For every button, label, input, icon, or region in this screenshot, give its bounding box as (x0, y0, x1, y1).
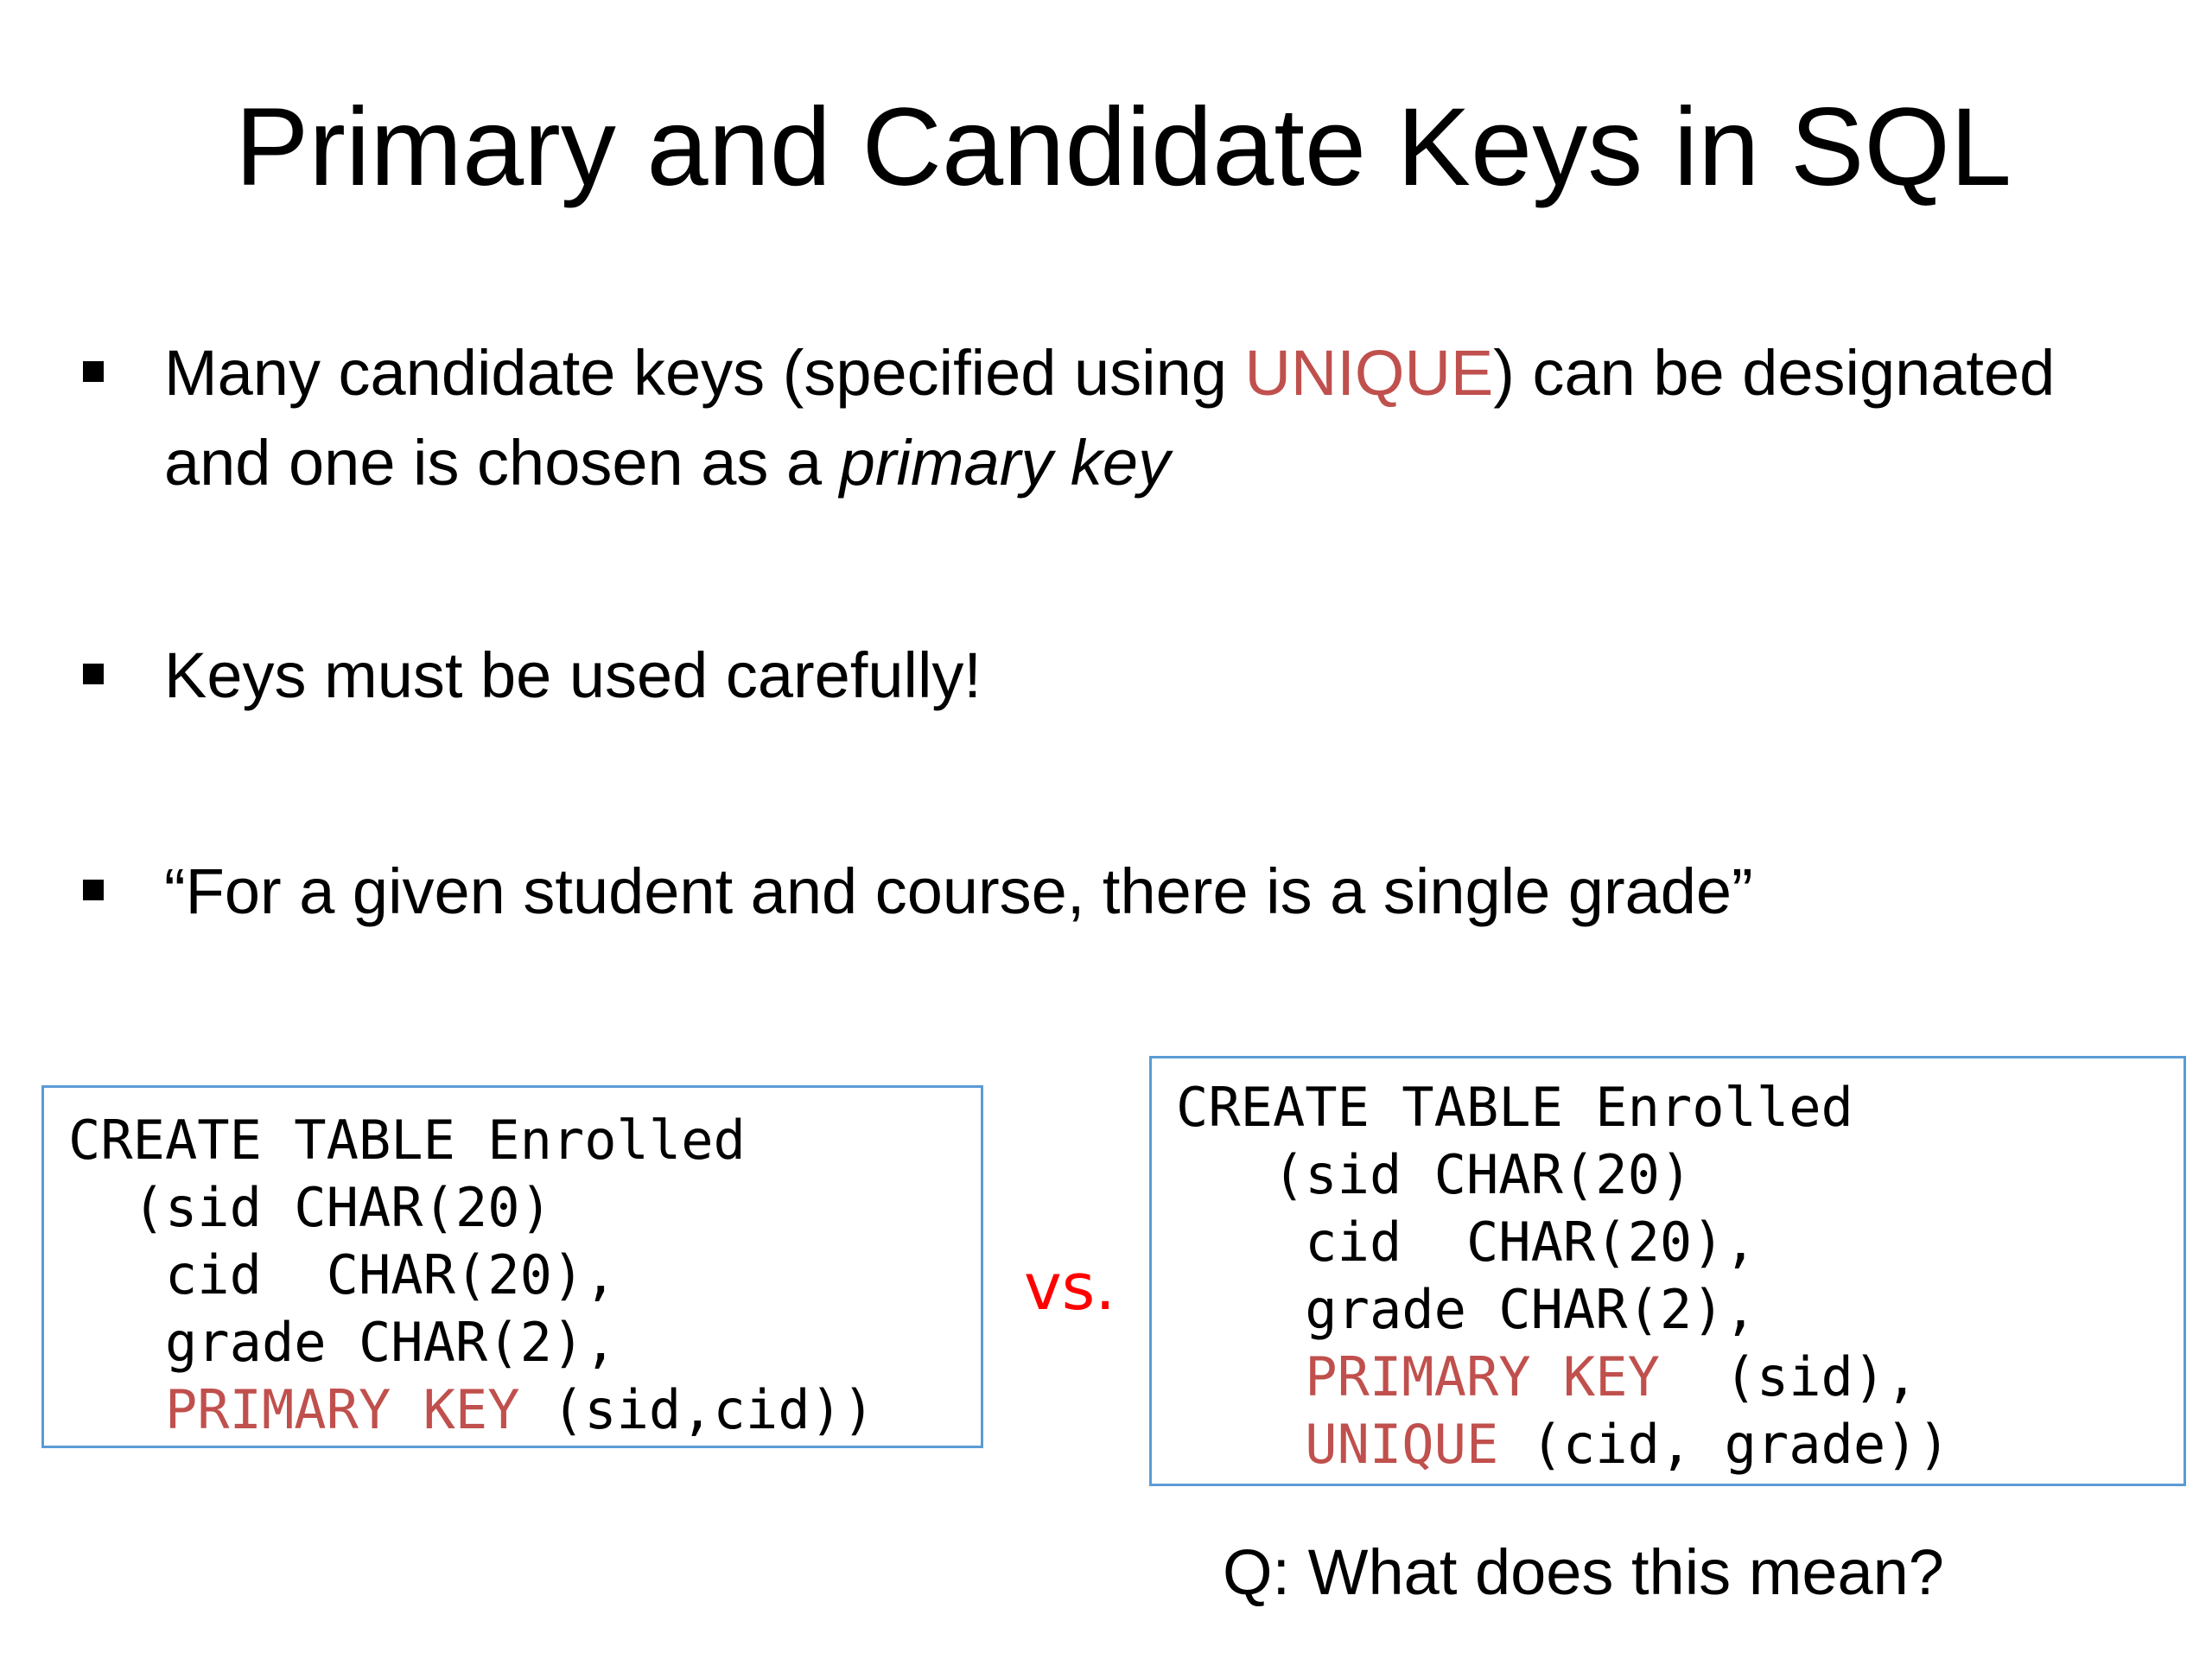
code-right-line-6 (1176, 1411, 1950, 1478)
code-left-line-3: cid CHAR(20), (68, 1243, 617, 1306)
code-right-line-3: cid CHAR(20), (1176, 1211, 1757, 1274)
bullet-1 (164, 328, 2055, 418)
code-left-line-5 (68, 1376, 874, 1444)
primary-key-columns: (sid,cid)) (519, 1378, 875, 1441)
bullet-3: “For a given student and course, there is a single grade” (164, 855, 1753, 927)
code-right-line-4: grade CHAR(2), (1176, 1278, 1757, 1341)
code-left-line-2: (sid CHAR(20) (68, 1176, 552, 1239)
code-right-line-2: (sid CHAR(20) (1176, 1143, 1693, 1206)
primary-key-term: primary key (839, 427, 1171, 499)
primary-key-keyword: PRIMARY KEY (1176, 1345, 1660, 1408)
code-right-line-1: CREATE TABLE Enrolled (1176, 1076, 1853, 1139)
code-box-left (41, 1085, 983, 1448)
unique-keyword: UNIQUE (1176, 1413, 1499, 1476)
code-box-right (1149, 1056, 2186, 1486)
unique-columns: (cid, grade)) (1498, 1413, 1950, 1476)
slide-title: Primary and Candidate Keys in SQL (234, 86, 2012, 209)
primary-key-columns: (sid), (1659, 1345, 1918, 1408)
bullet-1-text-pre: Many candidate keys (specified using (164, 337, 1245, 409)
bullet-2: Keys must be used carefully! (164, 639, 982, 711)
bullet-1-line-2 (164, 418, 1170, 508)
bullet-marker-2 (83, 664, 104, 684)
code-right-line-5 (1176, 1344, 1918, 1411)
bullet-marker-1 (83, 361, 104, 382)
vs-label: vs. (1024, 1250, 1116, 1325)
bullet-marker-3 (83, 880, 104, 900)
bullet-1-line-2-pre: and one is chosen as a (164, 427, 840, 499)
question-text: Q: What does this mean? (1223, 1536, 1944, 1608)
code-left-line-1: CREATE TABLE Enrolled (68, 1109, 746, 1172)
bullet-1-text-post: ) can be designated (1493, 337, 2056, 409)
unique-keyword: UNIQUE (1244, 337, 1494, 409)
primary-key-keyword: PRIMARY KEY (68, 1378, 520, 1441)
code-left-line-4: grade CHAR(2), (68, 1311, 617, 1374)
